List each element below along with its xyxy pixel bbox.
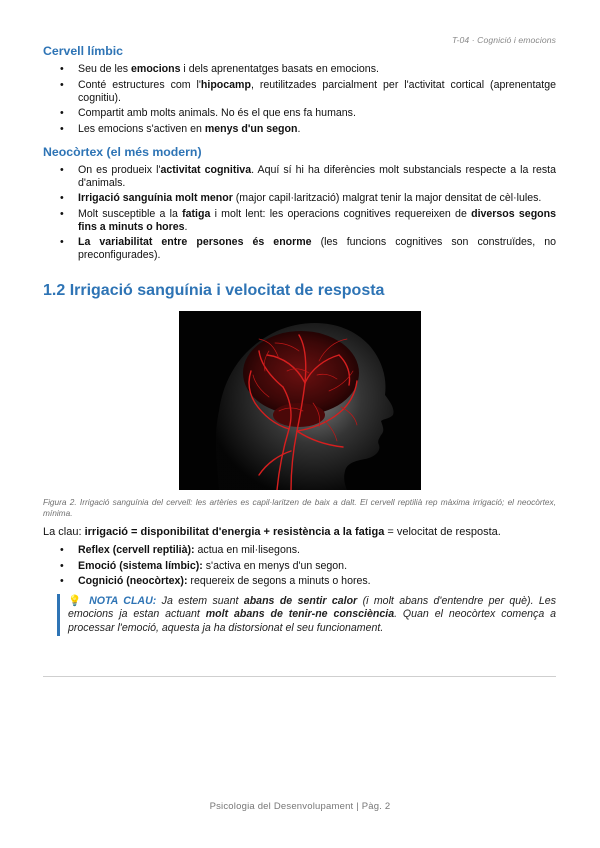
brain-vessels-figure — [179, 311, 421, 490]
response-speed-list — [43, 544, 556, 588]
text-run: Molt susceptible a la — [78, 207, 183, 220]
key-note — [57, 594, 556, 636]
text-run: La clau: — [43, 526, 85, 538]
note-label: NOTA CLAU: — [89, 595, 157, 607]
limbic-list — [43, 63, 556, 136]
figure-caption: Figura 2. Irrigació sanguínia del cervell: les artèries es capil·laritzen de baix a dalt. El cervell reptilià rep màxima irrigació; el neocòrtex, mínima. — [43, 497, 556, 518]
text-run: s'activa en menys d'un segon. — [202, 559, 348, 572]
list-item — [43, 107, 556, 120]
text-run: Conté estructures com l' — [78, 78, 201, 91]
text-run: . Aquí sí hi ha diferències molt substancials respecte a la resta d'animals. — [78, 163, 556, 189]
text-run: Les emocions s'activen en — [78, 122, 205, 135]
bold-text: molt abans de tenir-ne consciència — [205, 608, 395, 621]
bold-text: La variabilitat entre persones és enorme — [78, 236, 312, 248]
running-header: T-04 · Cognició i emocions — [451, 35, 556, 45]
bold-text: Emoció (sistema límbic): — [78, 559, 203, 572]
list-item — [43, 544, 556, 557]
bold-text: Cognició (neocòrtex): — [78, 575, 188, 587]
text-run: . — [184, 220, 188, 233]
text-run: . Quan el neocòrtex comença a processar l'emoció, aquesta ja ha distorsionat el seu funcionament. — [68, 608, 556, 634]
bold-text: fatiga — [182, 207, 211, 220]
brain-vessels-illustration — [179, 311, 421, 490]
footer-divider — [43, 676, 556, 677]
text-run: On es produeix l' — [78, 163, 161, 176]
neocortex-list — [43, 164, 556, 263]
bold-text: Irrigació sanguínia molt menor — [78, 192, 233, 204]
text-run: i molt lent: les operacions cognitives requereixen de — [210, 207, 472, 220]
section-title: 1.2 Irrigació sanguínia i velocitat de resposta — [43, 282, 385, 299]
list-item — [43, 208, 556, 234]
list-item — [43, 63, 556, 76]
list-item — [43, 236, 556, 262]
bold-text: menys d'un segon — [204, 122, 298, 135]
list-item — [43, 79, 556, 105]
text-run: , reutilitzades parcialment per l'activitat cortical (aprenentatge cognitiu). — [78, 78, 557, 104]
text-run: actua en mil·lisegons. — [194, 544, 300, 556]
bold-text: activitat cognitiva — [160, 163, 252, 176]
bold-text: diversos segons fins a minuts o hores — [78, 207, 556, 233]
text-run: (major capil·larització) malgrat tenir la major densitat de cèl·lules. — [232, 192, 542, 204]
text-run: = velocitat de resposta. — [384, 526, 501, 538]
text-run: requereix de segons a minuts o hores. — [187, 575, 371, 587]
bold-text: emocions — [131, 63, 181, 75]
text-run: Ja estem suant — [156, 595, 244, 607]
bold-text: abans de sentir calor — [243, 595, 358, 607]
text-run: Compartit amb molts animals. No és el que ens fa humans. — [78, 107, 356, 119]
list-item — [43, 123, 556, 136]
key-sentence — [43, 526, 556, 539]
page-content — [43, 44, 556, 636]
list-item — [43, 560, 556, 573]
bold-text: Reflex (cervell reptilià): — [78, 544, 195, 556]
bold-text: hipocamp — [200, 78, 251, 91]
text-run: i dels aprenentatges basats en emocions. — [180, 63, 379, 75]
text-run: (i molt abans d'entendre per què). Les emocions ja estan actuant — [68, 595, 556, 621]
heading-limbic: Cervell límbic — [43, 44, 123, 58]
heading-neocortex: Neocòrtex (el més modern) — [43, 144, 202, 159]
text-run: (les funcions cognitives son construïdes, no preconfigurades). — [78, 236, 556, 261]
lightbulb-icon: 💡 — [68, 595, 84, 607]
page-footer: Psicologia del Desenvolupament | Pàg. 2 — [209, 801, 391, 812]
bold-text: irrigació = disponibilitat d'energia + resistència a la fatiga — [84, 526, 385, 538]
text-run: . — [297, 122, 301, 135]
list-item — [43, 575, 556, 588]
text-run: Seu de les — [78, 63, 132, 75]
list-item — [43, 164, 556, 190]
list-item — [43, 192, 556, 205]
